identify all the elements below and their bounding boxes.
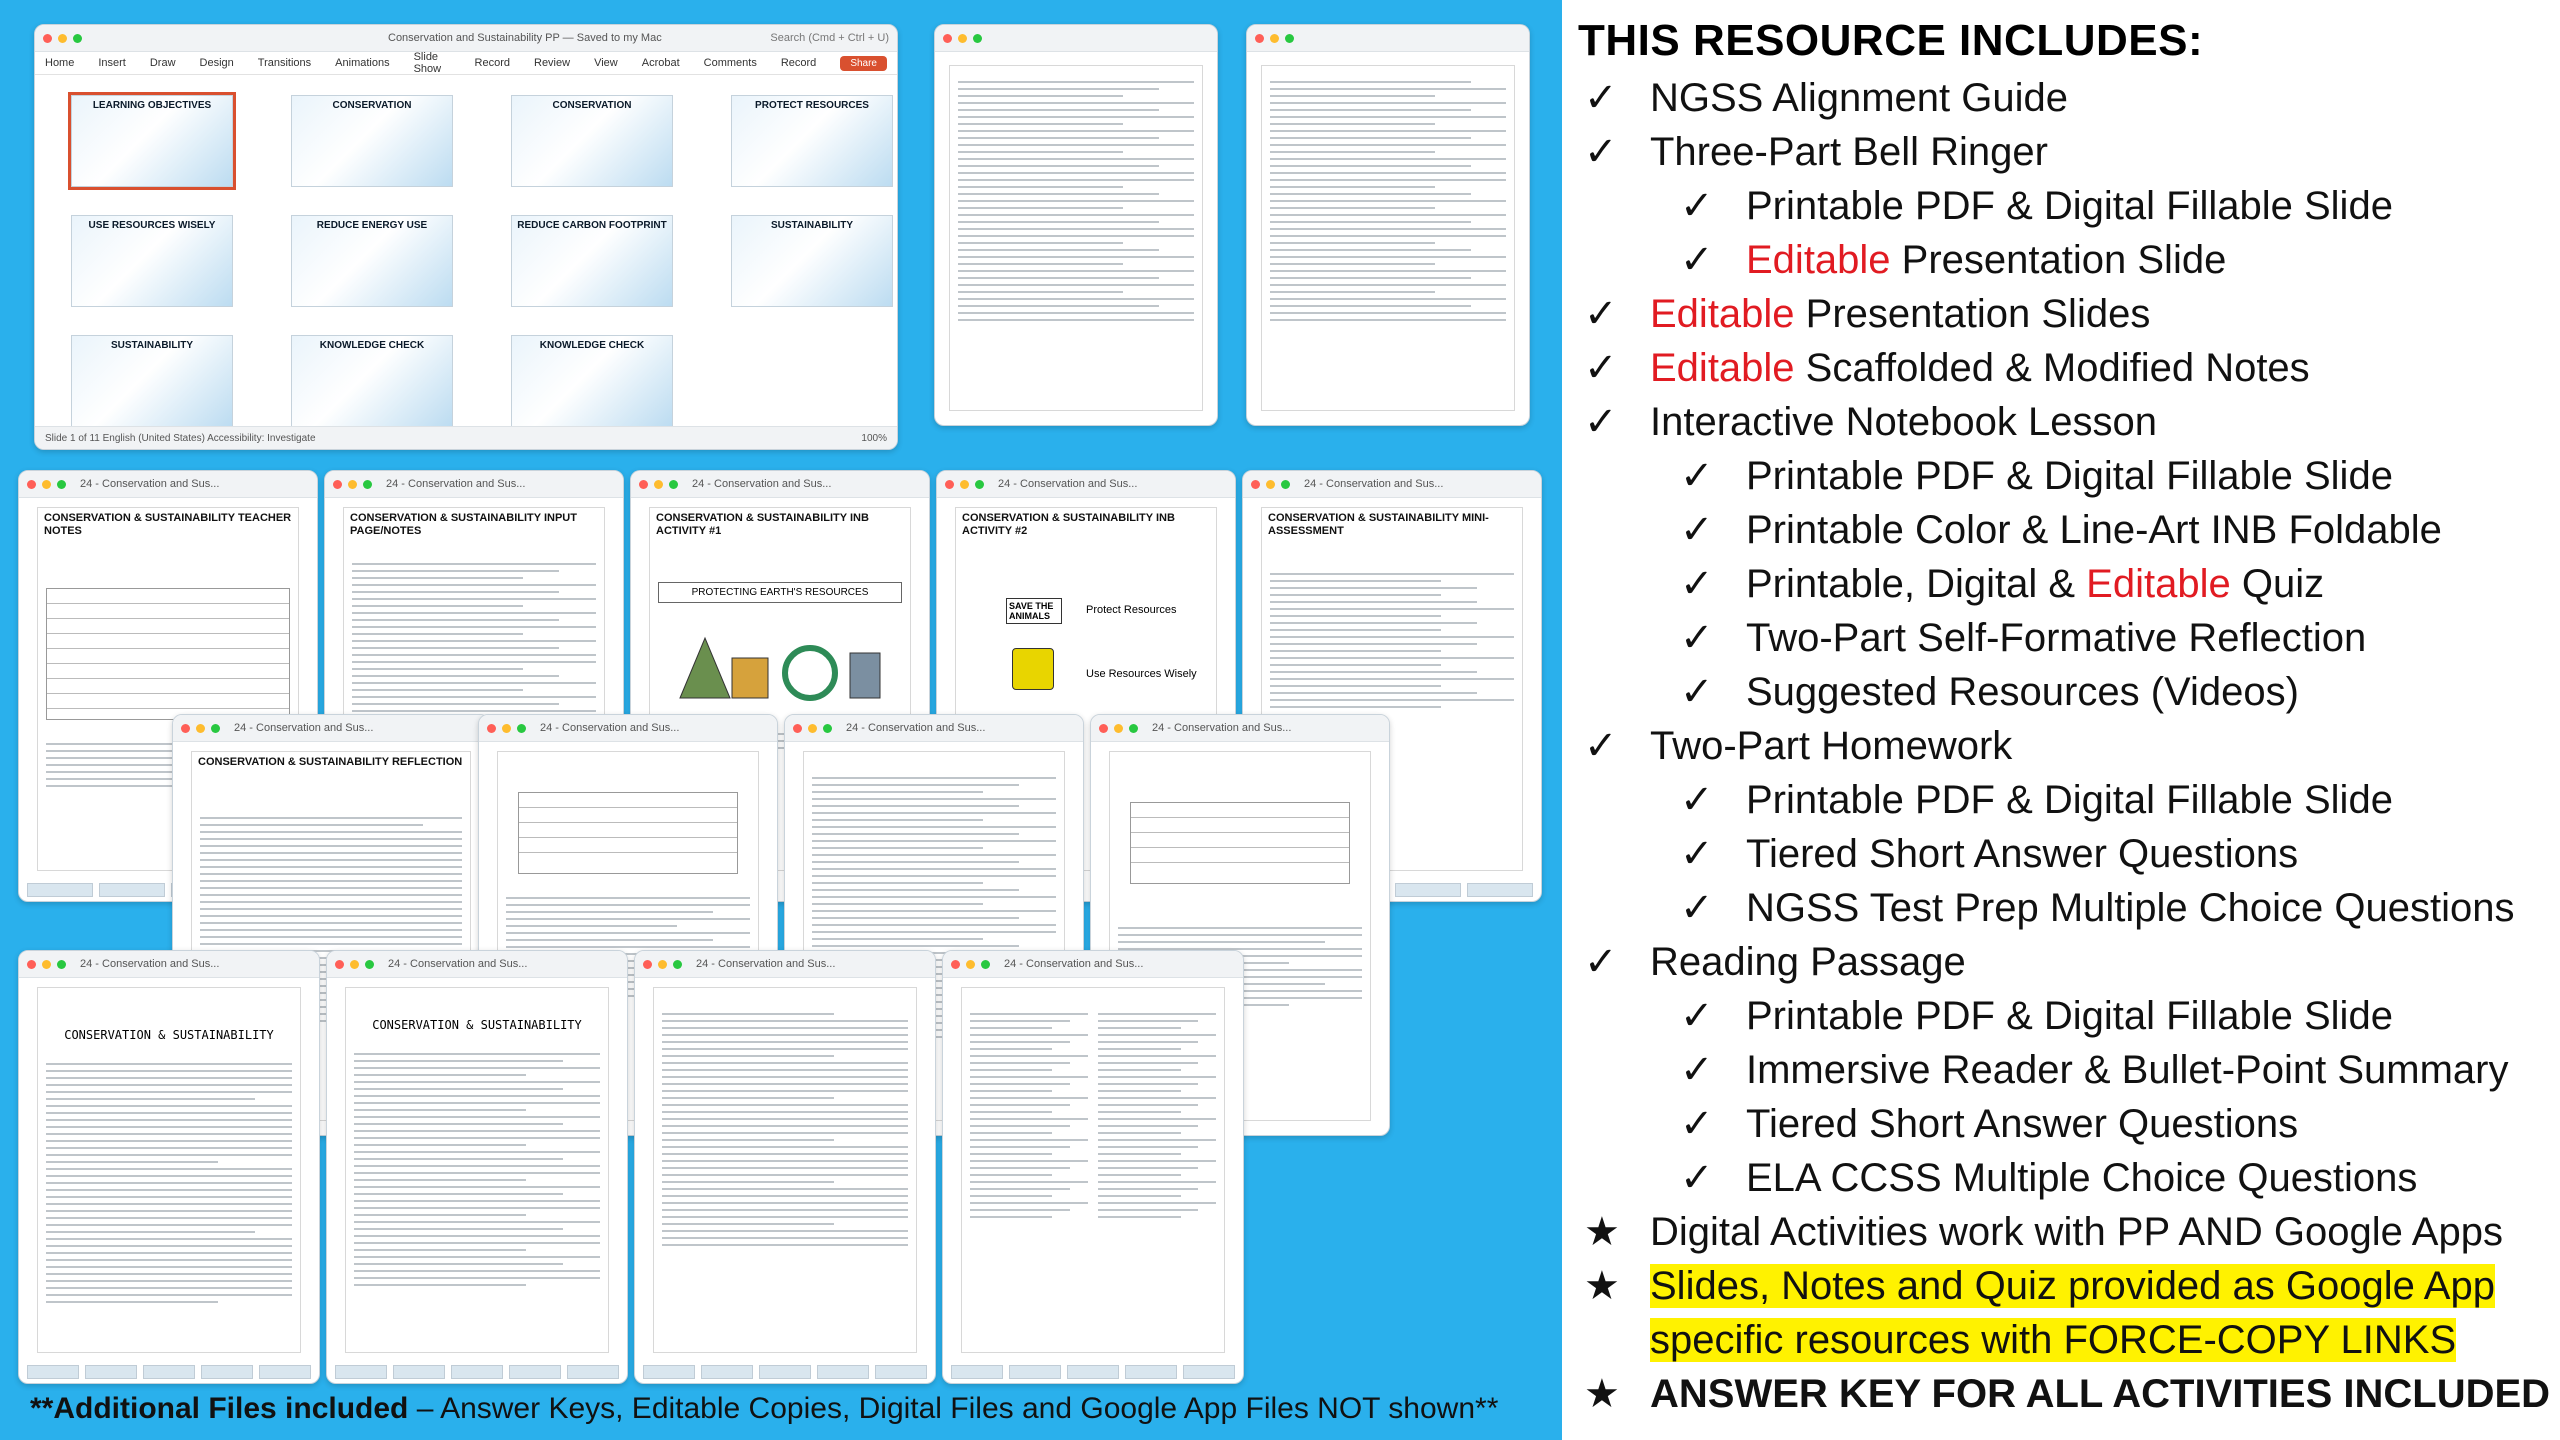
checkmark-icon: ✓ bbox=[1680, 994, 1714, 1038]
window-title: 24 - Conservation and Sus... bbox=[388, 958, 528, 970]
window-title: 24 - Conservation and Sus... bbox=[80, 958, 220, 970]
item-text: NGSS Test Prep Multiple Choice Questions bbox=[1746, 886, 2515, 930]
item-text: Presentation Slides bbox=[1794, 292, 2151, 336]
slide-title: KNOWLEDGE CHECK bbox=[539, 340, 645, 351]
checkmark-icon: ✓ bbox=[1584, 400, 1618, 444]
slide-title: LEARNING OBJECTIVES bbox=[92, 100, 212, 111]
window-title: 24 - Conservation and Sus... bbox=[386, 478, 526, 490]
minimize-button[interactable] bbox=[658, 960, 667, 969]
window-titlebar bbox=[1091, 715, 1389, 742]
slide-title: REDUCE ENERGY USE bbox=[316, 220, 428, 231]
resource-list-item bbox=[1650, 1320, 2456, 1360]
resource-list-item bbox=[1650, 348, 2310, 388]
preview-window bbox=[326, 950, 628, 1384]
window-title: 24 - Conservation and Sus... bbox=[1152, 722, 1292, 734]
item-text: Presentation Slide bbox=[1890, 238, 2227, 282]
item-text: Editable bbox=[1650, 346, 1795, 390]
tab-view[interactable]: View bbox=[594, 57, 618, 69]
slide-thumbnail[interactable] bbox=[511, 215, 673, 307]
close-button[interactable] bbox=[1255, 34, 1264, 43]
checkmark-icon: ✓ bbox=[1680, 616, 1714, 660]
page-thumbnails bbox=[27, 1365, 311, 1379]
minimize-button[interactable] bbox=[654, 480, 663, 489]
zoom-button[interactable] bbox=[211, 724, 220, 733]
tab-review[interactable]: Review bbox=[534, 57, 571, 69]
tab-home[interactable]: Home bbox=[45, 57, 75, 69]
window-titlebar bbox=[325, 471, 623, 498]
minimize-button[interactable] bbox=[196, 724, 205, 733]
document-window bbox=[934, 24, 1218, 426]
item-text: Two-Part Homework bbox=[1650, 724, 2013, 768]
resource-list-item bbox=[1650, 726, 2012, 766]
resource-list-item bbox=[1746, 834, 2298, 874]
zoom-level: 100% bbox=[861, 432, 887, 444]
minimize-button[interactable] bbox=[350, 960, 359, 969]
slide-thumbnail[interactable] bbox=[511, 335, 673, 427]
resource-list-item bbox=[1746, 456, 2393, 496]
close-button[interactable] bbox=[943, 34, 952, 43]
comments-button[interactable]: Comments bbox=[703, 57, 757, 69]
close-button[interactable] bbox=[487, 724, 496, 733]
window-titlebar bbox=[479, 715, 777, 742]
preview-window bbox=[18, 950, 320, 1384]
zoom-button[interactable] bbox=[73, 34, 82, 43]
resource-list-item bbox=[1746, 672, 2299, 712]
close-button[interactable] bbox=[43, 34, 52, 43]
footnote bbox=[30, 1392, 1498, 1426]
item-text: Slides, Notes and Quiz provided as Google App bbox=[1650, 1264, 2495, 1308]
tab-slide-show[interactable]: Slide Show bbox=[413, 51, 442, 75]
checkmark-icon: ✓ bbox=[1680, 832, 1714, 876]
resource-list-item bbox=[1746, 1158, 2417, 1198]
slide-thumbnail[interactable] bbox=[731, 215, 893, 307]
resource-list-item bbox=[1746, 564, 2324, 604]
minimize-button[interactable] bbox=[808, 724, 817, 733]
close-button[interactable] bbox=[951, 960, 960, 969]
page-heading: CONSERVATION & SUSTAINABILITY MINI-ASSESSMENT bbox=[1268, 512, 1489, 538]
window-titlebar bbox=[631, 471, 929, 498]
star-icon: ★ bbox=[1584, 1264, 1620, 1308]
minimize-button[interactable] bbox=[42, 960, 51, 969]
slide-thumbnail[interactable] bbox=[511, 95, 673, 187]
resource-list-item bbox=[1650, 1374, 2550, 1414]
preview-window bbox=[634, 950, 936, 1384]
window-title: 24 - Conservation and Sus... bbox=[696, 958, 836, 970]
item-text: Printable PDF & Digital Fillable Slide bbox=[1746, 454, 2393, 498]
window-titlebar bbox=[937, 471, 1235, 498]
checkmark-icon: ✓ bbox=[1680, 238, 1714, 282]
resource-list-item bbox=[1746, 618, 2366, 658]
zoom-button[interactable] bbox=[673, 960, 682, 969]
window-titlebar bbox=[943, 951, 1243, 978]
window-title: 24 - Conservation and Sus... bbox=[234, 722, 374, 734]
checkmark-icon: ✓ bbox=[1680, 1048, 1714, 1092]
star-icon: ★ bbox=[1584, 1210, 1620, 1254]
window-titlebar bbox=[327, 951, 627, 978]
item-text: Editable bbox=[1746, 238, 1891, 282]
item-text: Printable PDF & Digital Fillable Slide bbox=[1746, 184, 2393, 228]
checkmark-icon: ✓ bbox=[1680, 184, 1714, 228]
item-text: Printable PDF & Digital Fillable Slide bbox=[1746, 778, 2393, 822]
item-text: NGSS Alignment Guide bbox=[1650, 76, 2068, 120]
slide-title: CONSERVATION bbox=[552, 100, 632, 111]
document-page bbox=[653, 987, 917, 1353]
item-text: Quiz bbox=[2230, 562, 2325, 606]
window-title: 24 - Conservation and Sus... bbox=[998, 478, 1138, 490]
slide-title: REDUCE CARBON FOOTPRINT bbox=[517, 220, 667, 231]
zoom-button[interactable] bbox=[975, 480, 984, 489]
checkmark-icon: ✓ bbox=[1680, 670, 1714, 714]
window-title: 24 - Conservation and Sus... bbox=[1304, 478, 1444, 490]
zoom-button[interactable] bbox=[1281, 480, 1290, 489]
document-page bbox=[37, 987, 301, 1353]
protect-resources-tab: Protect Resources bbox=[1086, 604, 1177, 616]
item-text: Scaffolded & Modified Notes bbox=[1794, 346, 2310, 390]
item-text: Two-Part Self-Formative Reflection bbox=[1746, 616, 2367, 660]
resource-list-item bbox=[1746, 996, 2393, 1036]
standards-table bbox=[46, 588, 290, 720]
window-titlebar bbox=[935, 25, 1217, 52]
page-heading: CONSERVATION & SUSTAINABILITY INB ACTIVITY #2 bbox=[962, 512, 1175, 538]
minimize-button[interactable] bbox=[42, 480, 51, 489]
minimize-button[interactable] bbox=[348, 480, 357, 489]
zoom-button[interactable] bbox=[823, 724, 832, 733]
minimize-button[interactable] bbox=[1266, 480, 1275, 489]
shopping-bag-icon bbox=[1012, 648, 1054, 690]
reading-passage-title: CONSERVATION & SUSTAINABILITY bbox=[64, 1028, 274, 1042]
zoom-button[interactable] bbox=[1129, 724, 1138, 733]
window-title: 24 - Conservation and Sus... bbox=[1004, 958, 1144, 970]
search-field[interactable]: Search (Cmd + Ctrl + U) bbox=[770, 32, 889, 44]
resource-list-item bbox=[1650, 402, 2157, 442]
slide-title: SUSTAINABILITY bbox=[110, 340, 194, 351]
preview-window bbox=[942, 950, 1244, 1384]
resource-list-item bbox=[1746, 240, 2226, 280]
minimize-button[interactable] bbox=[1270, 34, 1279, 43]
page-heading: CONSERVATION & SUSTAINABILITY REFLECTION bbox=[198, 756, 463, 768]
slide-title: CONSERVATION bbox=[332, 100, 412, 111]
resource-list-item bbox=[1746, 1050, 2508, 1090]
page-heading: CONSERVATION & SUSTAINABILITY INPUT PAGE/NOTES bbox=[350, 512, 577, 538]
minimize-button[interactable] bbox=[958, 34, 967, 43]
close-button[interactable] bbox=[643, 960, 652, 969]
window-titlebar bbox=[1243, 471, 1541, 498]
tab-design[interactable]: Design bbox=[199, 57, 234, 69]
close-button[interactable] bbox=[27, 960, 36, 969]
zoom-button[interactable] bbox=[669, 480, 678, 489]
item-text: Tiered Short Answer Questions bbox=[1746, 1102, 2299, 1146]
window-titlebar bbox=[19, 471, 317, 498]
save-the-animals-label: SAVE THE ANIMALS bbox=[1006, 598, 1062, 624]
item-text: Immersive Reader & Bullet-Point Summary bbox=[1746, 1048, 2509, 1092]
slide-thumbnail[interactable] bbox=[291, 95, 453, 187]
star-icon: ★ bbox=[1584, 1372, 1620, 1416]
item-text: specific resources with FORCE-COPY LINKS bbox=[1650, 1318, 2457, 1362]
record-button[interactable]: Record bbox=[780, 57, 817, 69]
minimize-button[interactable] bbox=[502, 724, 511, 733]
status-text: Slide 1 of 11 English (United States) Accessibility: Investigate bbox=[45, 432, 316, 444]
tab-animations[interactable]: Animations bbox=[335, 57, 390, 69]
tab-draw[interactable]: Draw bbox=[149, 57, 176, 69]
item-text: ELA CCSS Multiple Choice Questions bbox=[1746, 1156, 2418, 1200]
page-thumbnails bbox=[335, 1365, 619, 1379]
zoom-button[interactable] bbox=[1285, 34, 1294, 43]
panel-heading: THIS RESOURCE INCLUDES: bbox=[1578, 16, 2204, 65]
powerpoint-window bbox=[34, 24, 898, 450]
status-bar bbox=[35, 426, 897, 449]
document-page bbox=[949, 65, 1203, 411]
checkmark-icon: ✓ bbox=[1680, 454, 1714, 498]
checkmark-icon: ✓ bbox=[1584, 130, 1618, 174]
item-text: Reading Passage bbox=[1650, 940, 1966, 984]
close-button[interactable] bbox=[27, 480, 36, 489]
resource-list-item bbox=[1746, 186, 2393, 226]
resource-list-item bbox=[1650, 942, 1966, 982]
window-title: Conservation and Sustainability PP — Saved to my Mac bbox=[388, 32, 662, 44]
page-thumbnails bbox=[643, 1365, 927, 1379]
document-page bbox=[961, 987, 1225, 1353]
item-text: Digital Activities work with PP AND Google Apps bbox=[1650, 1210, 2503, 1254]
window-title: 24 - Conservation and Sus... bbox=[692, 478, 832, 490]
item-text: ANSWER KEY FOR ALL ACTIVITIES INCLUDED bbox=[1650, 1372, 2551, 1416]
document-window bbox=[1246, 24, 1530, 426]
item-text: Printable, Digital & bbox=[1746, 562, 2087, 606]
item-text: Interactive Notebook Lesson bbox=[1650, 400, 2157, 444]
minimize-button[interactable] bbox=[1114, 724, 1123, 733]
zoom-button[interactable] bbox=[363, 480, 372, 489]
page-heading: CONSERVATION & SUSTAINABILITY INB ACTIVITY #1 bbox=[656, 512, 869, 538]
close-button[interactable] bbox=[639, 480, 648, 489]
tab-acrobat[interactable]: Acrobat bbox=[641, 57, 680, 69]
close-button[interactable] bbox=[335, 960, 344, 969]
minimize-button[interactable] bbox=[58, 34, 67, 43]
zoom-button[interactable] bbox=[517, 724, 526, 733]
tab-insert[interactable]: Insert bbox=[98, 57, 126, 69]
resource-list-item bbox=[1650, 1212, 2503, 1252]
checkmark-icon: ✓ bbox=[1584, 292, 1618, 336]
item-text: Editable bbox=[2086, 562, 2231, 606]
slide-thumbnail[interactable] bbox=[71, 215, 233, 307]
window-titlebar bbox=[1247, 25, 1529, 52]
homework-table bbox=[1130, 802, 1350, 884]
page-heading: CONSERVATION & SUSTAINABILITY TEACHER NOTES bbox=[44, 512, 292, 538]
window-titlebar bbox=[35, 25, 897, 52]
resource-list-item bbox=[1650, 132, 2048, 172]
zoom-button[interactable] bbox=[365, 960, 374, 969]
resource-list-item bbox=[1650, 78, 2068, 118]
slide-thumbnail[interactable] bbox=[291, 335, 453, 427]
resource-list-item bbox=[1650, 294, 2150, 334]
ribbon-tabs bbox=[35, 52, 897, 75]
resource-list-item bbox=[1650, 1266, 2495, 1306]
slide-sorter bbox=[71, 95, 885, 419]
close-button[interactable] bbox=[1099, 724, 1108, 733]
item-text: Printable Color & Line-Art INB Foldable bbox=[1746, 508, 2442, 552]
item-text: Editable bbox=[1650, 292, 1795, 336]
recycle-icon bbox=[660, 618, 890, 708]
zoom-button[interactable] bbox=[57, 960, 66, 969]
reading-passage-title: CONSERVATION & SUSTAINABILITY bbox=[372, 1018, 582, 1032]
window-titlebar bbox=[173, 715, 489, 742]
footnote-bold: **Additional Files included bbox=[30, 1392, 409, 1425]
close-button[interactable] bbox=[793, 724, 802, 733]
checkmark-icon: ✓ bbox=[1680, 886, 1714, 930]
resource-list-item bbox=[1746, 510, 2442, 550]
slide-title: USE RESOURCES WISELY bbox=[88, 220, 216, 231]
close-button[interactable] bbox=[945, 480, 954, 489]
close-button[interactable] bbox=[1251, 480, 1260, 489]
slide-thumbnail[interactable] bbox=[731, 95, 893, 187]
footnote-text: – Answer Keys, Editable Copies, Digital Files and Google App Files NOT shown** bbox=[408, 1392, 1499, 1425]
document-page bbox=[345, 987, 609, 1353]
checkmark-icon: ✓ bbox=[1584, 940, 1618, 984]
checkmark-icon: ✓ bbox=[1680, 1102, 1714, 1146]
resource-list-panel bbox=[1562, 0, 2560, 1440]
close-button[interactable] bbox=[181, 724, 190, 733]
tab-record[interactable]: Record bbox=[474, 57, 510, 69]
checkmark-icon: ✓ bbox=[1680, 778, 1714, 822]
tab-transitions[interactable]: Transitions bbox=[257, 57, 312, 69]
slide-title: PROTECT RESOURCES bbox=[755, 100, 869, 111]
window-title: 24 - Conservation and Sus... bbox=[80, 478, 220, 490]
slide-thumbnail[interactable] bbox=[71, 335, 233, 427]
close-button[interactable] bbox=[333, 480, 342, 489]
checkmark-icon: ✓ bbox=[1680, 562, 1714, 606]
page-thumbnails bbox=[951, 1365, 1235, 1379]
zoom-button[interactable] bbox=[981, 960, 990, 969]
item-text: Three-Part Bell Ringer bbox=[1650, 130, 2048, 174]
share-button[interactable]: Share bbox=[840, 56, 887, 71]
slide-thumbnail[interactable] bbox=[71, 95, 233, 187]
resource-list-item bbox=[1746, 1104, 2298, 1144]
checkmark-icon: ✓ bbox=[1584, 346, 1618, 390]
slide-thumbnail[interactable] bbox=[291, 215, 453, 307]
checkmark-icon: ✓ bbox=[1680, 508, 1714, 552]
window-titlebar bbox=[785, 715, 1083, 742]
zoom-button[interactable] bbox=[57, 480, 66, 489]
minimize-button[interactable] bbox=[966, 960, 975, 969]
slide-title: KNOWLEDGE CHECK bbox=[319, 340, 425, 351]
checkmark-icon: ✓ bbox=[1584, 724, 1618, 768]
zoom-button[interactable] bbox=[973, 34, 982, 43]
item-text: Tiered Short Answer Questions bbox=[1746, 832, 2299, 876]
slide-title: SUSTAINABILITY bbox=[770, 220, 854, 231]
resource-list-item bbox=[1746, 780, 2393, 820]
foldable-banner: PROTECTING EARTH'S RESOURCES bbox=[658, 582, 902, 603]
window-title: 24 - Conservation and Sus... bbox=[846, 722, 986, 734]
checkmark-icon: ✓ bbox=[1680, 1156, 1714, 1200]
use-resources-tab: Use Resources Wisely bbox=[1086, 668, 1197, 680]
checkmark-icon: ✓ bbox=[1584, 76, 1618, 120]
homework-table bbox=[518, 792, 738, 874]
item-text: Suggested Resources (Videos) bbox=[1746, 670, 2299, 714]
document-page bbox=[1261, 65, 1515, 411]
resource-list-item bbox=[1746, 888, 2515, 928]
item-text: Printable PDF & Digital Fillable Slide bbox=[1746, 994, 2393, 1038]
window-titlebar bbox=[635, 951, 935, 978]
window-titlebar bbox=[19, 951, 319, 978]
minimize-button[interactable] bbox=[960, 480, 969, 489]
window-title: 24 - Conservation and Sus... bbox=[540, 722, 680, 734]
